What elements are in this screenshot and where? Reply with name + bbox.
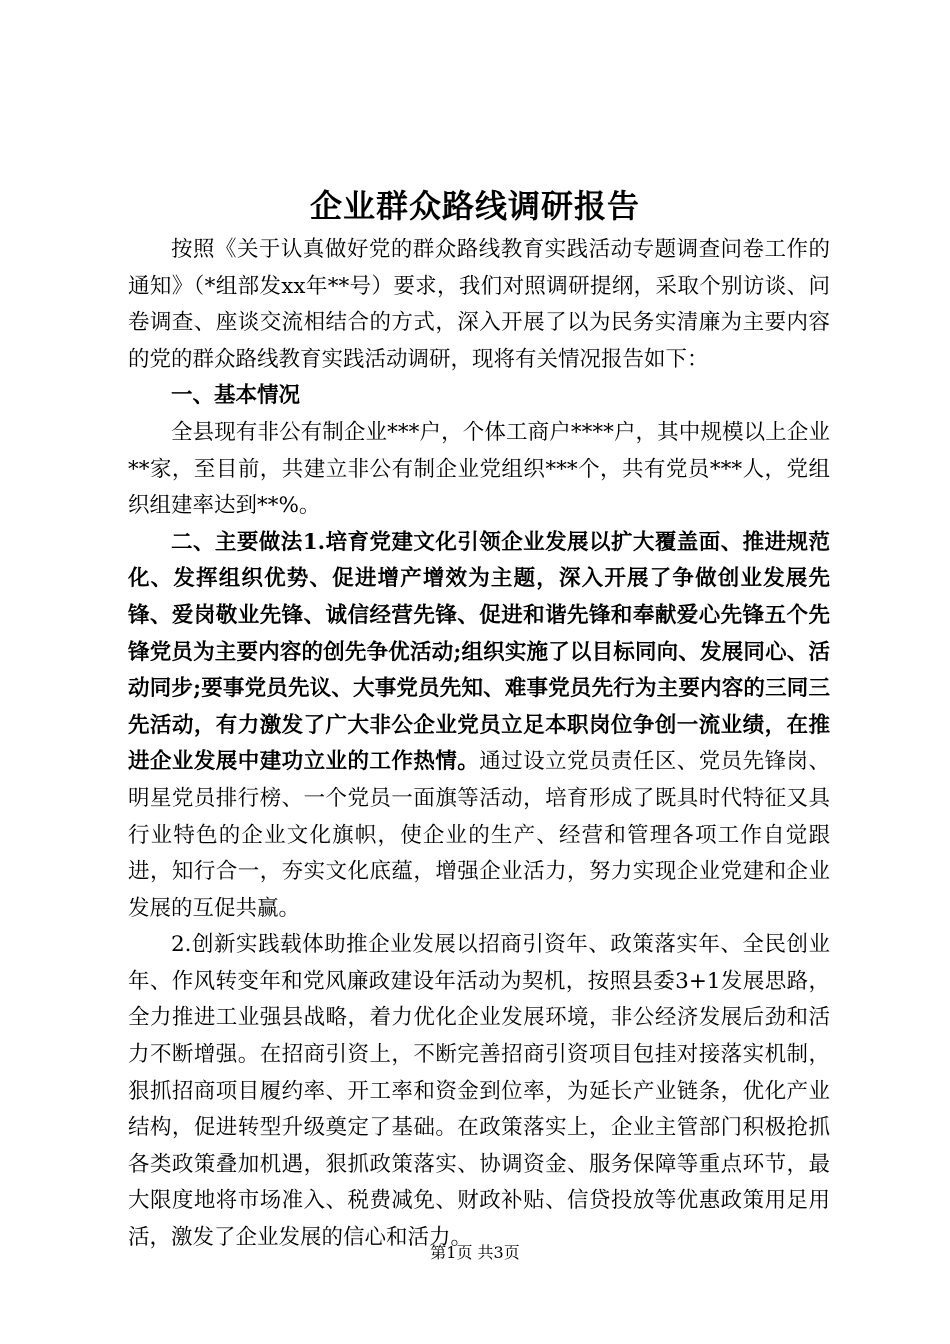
page-footer: 第1页 共3页 (430, 1243, 520, 1262)
section2-bold-text: 二、主要做法1.培育党建文化引领企业发展以扩大覆盖面、推进规范化、发挥组织优势、促进增产增效为主题，深入开展了争做创业发展先锋、爱岗敬业先锋、诚信经营先锋、促进和谐先锋和奉献爱心先锋五个先锋党员为主要内容的创先争优活动;组织实施了以目标同向、发展同心、活动同步;要事党员先议、大事党员先知、难事党员先行为主要内容的三同三先活动，有力激发了广大非公企业党员立足本职岗位争创一流业绩，在推进企业发展中建功立业的工作热情。 (128, 529, 830, 775)
section2-paragraph (128, 525, 830, 928)
section2-normal-text: 通过设立党员责任区、党员先锋岗、明星党员排行榜、一个党员一面旗等活动，培育形成了既具时代特征又具行业特色的企业文化旗帜，使企业的生产、经营和管理各项工作自觉跟进，知行合一，夯实文化底蕴，增强企业活力，努力实现企业党建和企业发展的互促共赢。 (128, 749, 830, 921)
document-body (128, 232, 830, 1257)
document-title: 企业群众路线调研报告 (309, 187, 640, 225)
point2-paragraph: 2.创新实践载体助推企业发展以招商引资年、政策落实年、全民创业年、作风转变年和党风廉政建设年活动为契机，按照县委3+1发展思路，全力推进工业强县战略，着力优化企业发展环境，非公经济发展后劲和活力不断增强。在招商引资上，不断完善招商引资项目包挂对接落实机制，狠抓招商项目履约率、开工率和资金到位率，为延长产业链条，优化产业结构，促进转型升级奠定了基础。在政策落实上，企业主管部门积极抢抓各类政策叠加机遇，狠抓政策落实、协调资金、服务保障等重点环节，最大限度地将市场准入、税费减免、财政补贴、信贷投放等优惠政策用足用活，激发了企业发展的信心和活力。 (128, 932, 830, 1251)
intro-paragraph: 按照《关于认真做好党的群众路线教育实践活动专题调查问卷工作的通知》（*组部发xx年**号）要求，我们对照调研提纲，采取个别访谈、问卷调查、座谈交流相结合的方式，深入开展了以为民务实清廉为主要内容的党的群众路线教育实践活动调研，现将有关情况报告如下： (128, 237, 830, 372)
section1-heading: 一、基本情况 (171, 383, 301, 409)
section1-paragraph: 全县现有非公有制企业***户，个体工商户****户，其中规模以上企业**家，至目前，共建立非公有制企业党组织***个，共有党员***人，党组织组建率达到**%。 (128, 419, 830, 519)
